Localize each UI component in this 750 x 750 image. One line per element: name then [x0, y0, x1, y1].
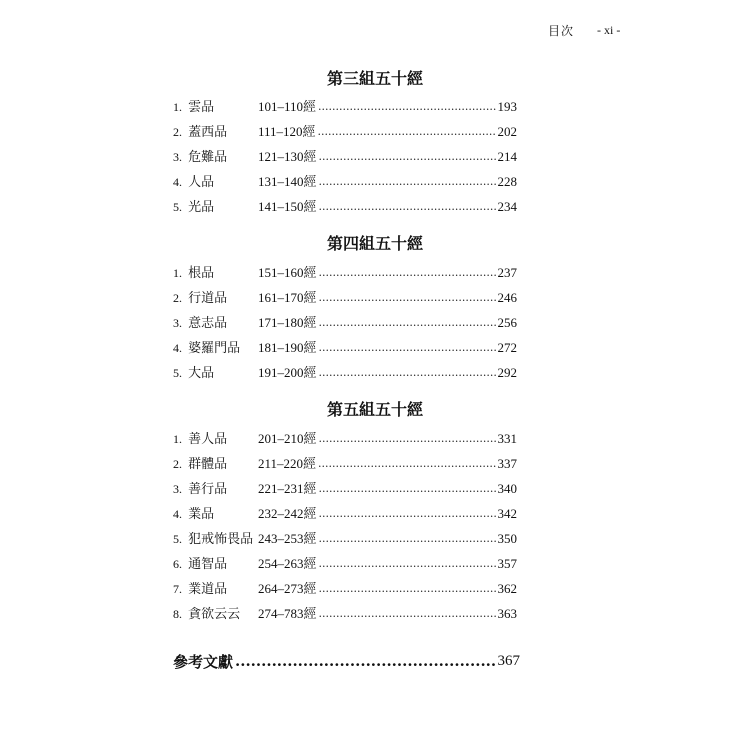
entry-range: 232–242經 — [258, 506, 317, 521]
running-header-title: 目次 — [548, 24, 575, 38]
toc-entry[interactable] — [173, 505, 517, 523]
entry-range: 221–231經 — [258, 481, 317, 496]
entry-page: 193 — [497, 99, 517, 114]
entry-page: 337 — [497, 456, 517, 471]
entry-number: 5. — [173, 365, 182, 380]
dot-leader — [319, 264, 496, 282]
dot-leader — [319, 480, 496, 498]
entry-page: 234 — [497, 199, 517, 214]
entry-number: 1. — [173, 431, 182, 446]
entry-name: 人品 — [188, 174, 215, 190]
entry-name: 蓋西品 — [188, 124, 228, 140]
entry-range: 141–150經 — [258, 199, 317, 214]
entry-name: 貪欲云云 — [188, 606, 241, 622]
entry-range: 181–190經 — [258, 340, 317, 355]
toc-entry[interactable] — [173, 530, 517, 548]
entry-page: 331 — [497, 431, 517, 446]
dot-leader — [318, 98, 495, 116]
dot-leader — [235, 652, 495, 670]
entry-range: 274–783經 — [258, 606, 317, 621]
entry-page: 246 — [497, 290, 517, 305]
entry-range: 211–220經 — [258, 456, 317, 471]
entry-range: 264–273經 — [258, 581, 317, 596]
entry-number: 2. — [173, 290, 182, 305]
entry-name: 通智品 — [188, 556, 228, 572]
toc-entry[interactable] — [173, 98, 517, 116]
entry-page: 237 — [497, 265, 517, 280]
toc-entry[interactable] — [173, 123, 517, 141]
entry-name: 危難品 — [188, 149, 228, 165]
entry-name: 根品 — [188, 265, 215, 281]
references-label: 參考文獻 — [173, 652, 234, 671]
entry-name: 業品 — [188, 506, 215, 522]
entry-name: 善行品 — [188, 481, 228, 497]
entry-name: 光品 — [188, 199, 215, 215]
entry-page: 342 — [497, 506, 517, 521]
toc-entry[interactable] — [173, 264, 517, 282]
entry-range: 161–170經 — [258, 290, 317, 305]
toc-entry[interactable] — [173, 314, 517, 332]
entry-page: 357 — [497, 556, 517, 571]
entry-name: 行道品 — [188, 290, 228, 306]
entry-page: 202 — [497, 124, 517, 139]
dot-leader — [319, 605, 496, 623]
dot-leader — [319, 289, 496, 307]
entry-page: 350 — [497, 531, 517, 546]
toc-entry[interactable] — [173, 364, 517, 382]
entry-number: 2. — [173, 124, 182, 139]
entry-page: 256 — [497, 315, 517, 330]
entry-range: 121–130經 — [258, 149, 317, 164]
entry-range: 171–180經 — [258, 315, 317, 330]
entry-name: 大品 — [188, 365, 215, 381]
entry-range: 191–200經 — [258, 365, 317, 380]
entry-name: 犯戒怖畏品 — [188, 531, 254, 547]
section-title-group-3: 第三組五十經 — [326, 69, 423, 88]
toc-entry[interactable] — [173, 430, 517, 448]
dot-leader — [319, 148, 496, 166]
entry-range: 201–210經 — [258, 431, 317, 446]
section-title-group-4: 第四組五十經 — [326, 234, 423, 253]
dot-leader — [319, 430, 496, 448]
entry-name: 善人品 — [188, 431, 228, 447]
entry-number: 1. — [173, 99, 182, 114]
dot-leader — [319, 314, 496, 332]
entry-name: 意志品 — [188, 315, 228, 331]
entry-name: 業道品 — [188, 581, 228, 597]
dot-leader — [319, 364, 496, 382]
entry-page: 292 — [497, 365, 517, 380]
toc-entry[interactable] — [173, 148, 517, 166]
entry-page: 362 — [497, 581, 517, 596]
entry-number: 3. — [173, 315, 182, 330]
entry-page: 214 — [497, 149, 517, 164]
dot-leader — [319, 505, 496, 523]
entry-page: 363 — [497, 606, 517, 621]
toc-entry[interactable] — [173, 289, 517, 307]
entry-page: 272 — [497, 340, 517, 355]
entry-number: 4. — [173, 340, 182, 355]
toc-entry[interactable] — [173, 605, 517, 623]
entry-name: 婆羅門品 — [188, 340, 241, 356]
toc-entry[interactable] — [173, 339, 517, 357]
toc-entry[interactable] — [173, 455, 517, 473]
toc-entry[interactable] — [173, 480, 517, 498]
references-entry[interactable] — [173, 650, 520, 672]
entry-number: 8. — [173, 606, 182, 621]
dot-leader — [319, 530, 496, 548]
toc-entry[interactable] — [173, 555, 517, 573]
entry-number: 5. — [173, 199, 182, 214]
page-number: - xi - — [597, 23, 621, 37]
entry-range: 254–263經 — [258, 556, 317, 571]
dot-leader — [319, 339, 496, 357]
entry-number: 2. — [173, 456, 182, 471]
entry-number: 5. — [173, 531, 182, 546]
entry-number: 4. — [173, 506, 182, 521]
section-title-group-5: 第五組五十經 — [326, 400, 423, 419]
dot-leader — [319, 173, 496, 191]
references-page: 367 — [497, 652, 520, 669]
dot-leader — [319, 555, 496, 573]
toc-entry[interactable] — [173, 198, 517, 216]
entry-number: 3. — [173, 149, 182, 164]
entry-number: 7. — [173, 581, 182, 596]
entry-name: 雲品 — [188, 99, 215, 115]
dot-leader — [319, 580, 496, 598]
entry-range: 131–140經 — [258, 174, 317, 189]
entry-number: 4. — [173, 174, 182, 189]
entry-number: 3. — [173, 481, 182, 496]
dot-leader — [318, 455, 495, 473]
entry-number: 1. — [173, 265, 182, 280]
entry-number: 6. — [173, 556, 182, 571]
toc-entry[interactable] — [173, 580, 517, 598]
entry-range: 243–253經 — [258, 531, 317, 546]
entry-range: 111–120經 — [258, 124, 316, 139]
entry-page: 228 — [497, 174, 517, 189]
entry-range: 101–110經 — [258, 99, 317, 114]
entry-range: 151–160經 — [258, 265, 317, 280]
entry-name: 群體品 — [188, 456, 228, 472]
toc-entry[interactable] — [173, 173, 517, 191]
dot-leader — [318, 123, 496, 141]
entry-page: 340 — [497, 481, 517, 496]
dot-leader — [319, 198, 496, 216]
